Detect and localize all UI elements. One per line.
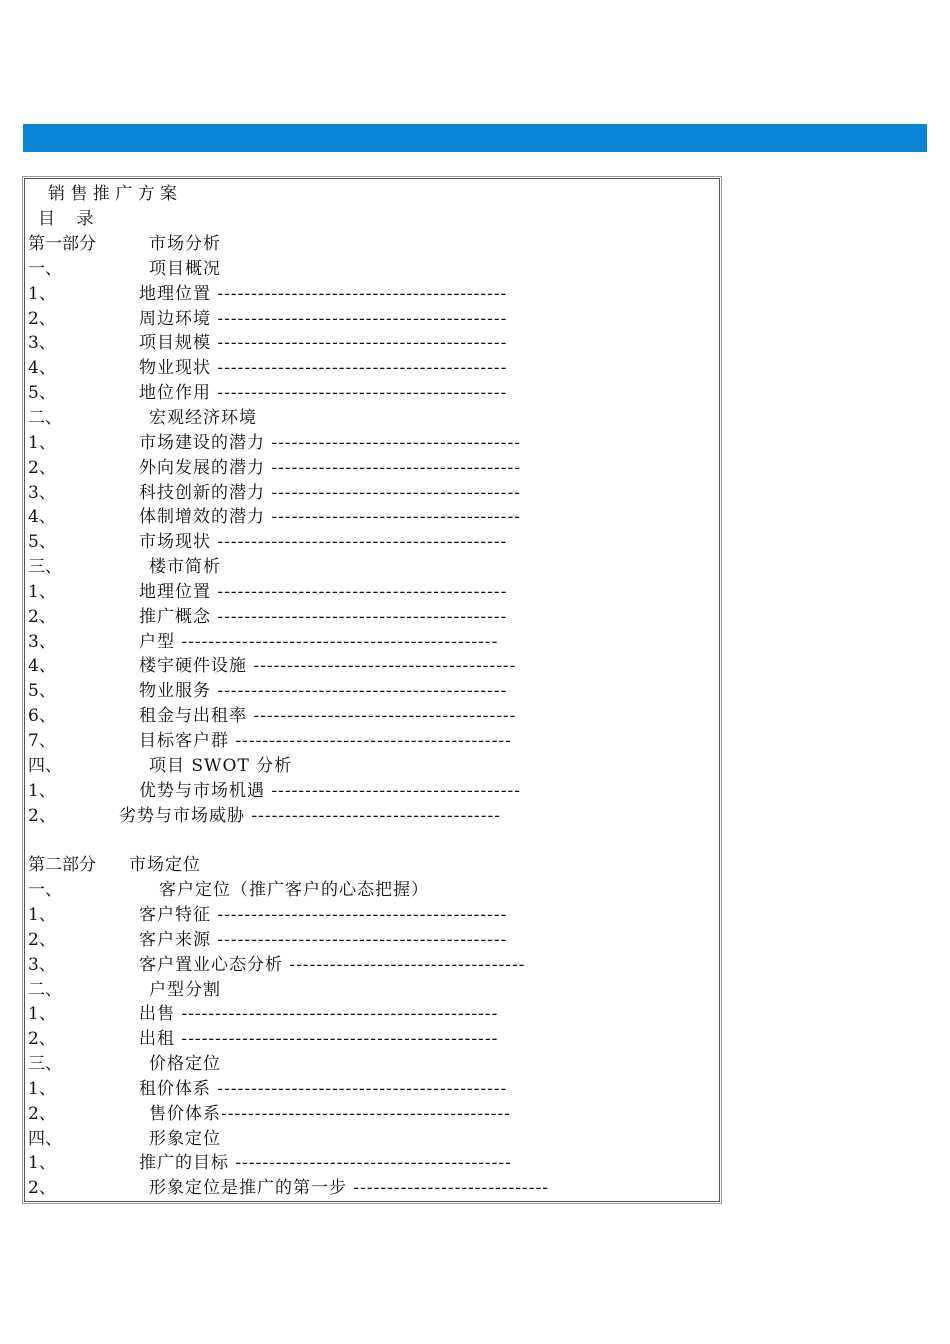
toc-entry-text: 市场定位 (129, 855, 201, 876)
toc-entry-text: 市场建设的潜力 (139, 432, 265, 453)
toc-entry-text: 科技创新的潜力 (139, 482, 265, 503)
toc-number: 第一部分 (28, 234, 96, 254)
toc-entry (139, 605, 507, 630)
toc-number: 2、 (28, 606, 56, 627)
toc-entry-text: 租价体系 (139, 1078, 211, 1099)
header-banner (23, 124, 927, 152)
toc-number: 3、 (28, 954, 56, 975)
toc-leader: ------------------------------------------- (211, 358, 508, 379)
toc-number: 三、 (28, 557, 62, 578)
toc-entry (149, 1052, 221, 1077)
toc-entry-text: 地理位置 (139, 283, 211, 304)
toc-number: 1、 (28, 581, 56, 602)
toc-entry (149, 978, 221, 1003)
toc-entry-text: 外向发展的潜力 (139, 457, 265, 478)
toc-entry (129, 853, 201, 878)
toc-entry-text: 价格定位 (149, 1054, 221, 1075)
toc-entry (139, 530, 507, 555)
toc-leader: ------------------------------------------- (211, 606, 508, 627)
toc-entry (139, 654, 516, 679)
toc-leader: ------------------------------------- (265, 507, 521, 528)
toc-entry-text: 租金与出租率 (139, 706, 247, 727)
toc-number: 1、 (28, 1078, 56, 1099)
toc-leader: --------------------------------------- (247, 706, 517, 727)
toc-leader: ------------------------------------------- (221, 1103, 511, 1124)
doc-title: 销 售 推 广 方 案 (48, 184, 178, 204)
toc-leader: ------------------------------------- (265, 482, 521, 503)
toc-entry-text: 客户特征 (139, 904, 211, 925)
toc-number: 3、 (28, 631, 56, 652)
toc-entry (149, 257, 221, 282)
toc-number: 1、 (28, 1153, 56, 1174)
toc-number: 二、 (28, 407, 62, 428)
toc-entry (139, 679, 507, 704)
toc-leader: ------------------------------------------- (211, 308, 508, 329)
toc-leader: ------------------------------------- (265, 780, 521, 801)
toc-number: 一、 (28, 258, 62, 279)
toc-entry-text: 目标客户群 (139, 731, 229, 751)
toc-entry (119, 804, 501, 829)
toc-number: 第二部分 (28, 855, 96, 876)
toc-number: 1、 (28, 780, 56, 801)
toc-entry-text: 优势与市场机遇 (139, 780, 265, 801)
toc-number: 四、 (28, 1128, 62, 1149)
toc-entry (149, 406, 257, 431)
toc-number: 2、 (28, 805, 56, 826)
toc-entry-text: 楼市简析 (149, 557, 221, 578)
toc-leader: ------------------------------------- (265, 432, 521, 453)
toc-number: 3、 (28, 482, 56, 503)
toc-entry (159, 878, 429, 903)
toc-entry-text: 市场现状 (139, 532, 211, 553)
toc-entry (149, 1102, 511, 1127)
toc-entry-text: 出租 (139, 1029, 175, 1050)
toc-leader: ------------------------------------------- (211, 532, 508, 553)
toc-entry-text: 推广的目标 (139, 1153, 229, 1174)
toc-entry-text: 周边环境 (139, 308, 211, 329)
toc-heading: 目 录 (38, 209, 94, 229)
toc-number: 四、 (28, 755, 62, 776)
toc-entry (149, 1176, 549, 1201)
toc-entry (139, 381, 507, 406)
toc-number: 二、 (28, 979, 62, 1000)
toc-leader: ------------------------------------- (245, 805, 501, 826)
toc-number: 2、 (28, 929, 56, 950)
toc-entry (139, 1027, 498, 1052)
toc-entry (139, 505, 521, 530)
toc-number: 1、 (28, 283, 56, 304)
toc-entry (139, 356, 507, 381)
toc-box (24, 178, 720, 1202)
toc-entry-text: 客户来源 (139, 929, 211, 950)
toc-entry (139, 282, 507, 307)
toc-leader: ----------------------------------- (283, 954, 526, 975)
toc-number: 5、 (28, 681, 56, 702)
toc-number: 5、 (28, 532, 56, 553)
toc-number: 4、 (28, 507, 56, 528)
toc-entry (149, 232, 221, 257)
toc-leader: ------------------------------------------- (211, 904, 508, 925)
toc-leader: ----------------------------- (347, 1178, 549, 1199)
toc-entry-text: 地理位置 (139, 581, 211, 602)
toc-leader: ----------------------------------------------- (175, 1029, 499, 1050)
toc-entry (139, 1002, 498, 1027)
toc-number: 2、 (28, 1178, 56, 1199)
toc-entry-text: 体制增效的潜力 (139, 507, 265, 528)
toc-leader: ------------------------------------------- (211, 929, 508, 950)
toc-entry (139, 456, 521, 481)
toc-entry-text: 物业现状 (139, 358, 211, 379)
toc-number: 6、 (28, 706, 56, 727)
toc-leader: ------------------------------------------- (211, 681, 508, 702)
toc-entry (139, 630, 498, 655)
toc-entry-text: 推广概念 (139, 606, 211, 627)
toc-leader: ----------------------------------------- (229, 1153, 512, 1174)
toc-entry (139, 903, 507, 928)
toc-number: 2、 (28, 1103, 56, 1124)
toc-entry-text: 楼宇硬件设施 (139, 656, 247, 677)
toc-entry (139, 481, 521, 506)
toc-number: 5、 (28, 383, 56, 404)
toc-leader: --------------------------------------- (247, 656, 517, 677)
toc-leader: ----------------------------------------------- (175, 631, 499, 652)
toc-leader: ----------------------------------------------- (175, 1004, 499, 1025)
toc-entry-text: 劣势与市场威胁 (119, 805, 245, 826)
toc-leader: ------------------------------------------- (211, 1078, 508, 1099)
toc-entry-text: 形象定位 (149, 1128, 221, 1149)
toc-number: 1、 (28, 1004, 56, 1025)
toc-number: 4、 (28, 358, 56, 379)
toc-entry (139, 953, 525, 978)
toc-number: 2、 (28, 308, 56, 329)
toc-leader: ------------------------------------- (265, 457, 521, 478)
toc-entry (139, 704, 516, 729)
toc-leader: ------------------------------------------- (211, 283, 508, 304)
toc-number: 7、 (28, 731, 56, 751)
toc-entry (139, 729, 512, 754)
toc-leader: ------------------------------------------- (211, 333, 508, 354)
toc-entry-text: 客户定位（推广客户的心态把握） (159, 880, 429, 901)
toc-leader: ------------------------------------------- (211, 383, 508, 404)
toc-entry (149, 555, 221, 580)
toc-entry-text: 项目 SWOT 分析 (149, 755, 293, 776)
toc-entry-text: 售价体系 (149, 1103, 221, 1124)
toc-entry-text: 出售 (139, 1004, 175, 1025)
toc-entry-text: 客户置业心态分析 (139, 954, 283, 975)
toc-entry-text: 形象定位是推广的第一步 (149, 1178, 347, 1199)
toc-entry-text: 物业服务 (139, 681, 211, 702)
toc-entry-text: 市场分析 (149, 234, 221, 254)
toc-entry (139, 1151, 512, 1176)
toc-number: 一、 (28, 880, 62, 901)
toc-entry-text: 地位作用 (139, 383, 211, 404)
toc-entry-text: 宏观经济环境 (149, 407, 257, 428)
toc-entry (139, 779, 521, 804)
toc-entry-text: 项目概况 (149, 258, 221, 279)
toc-entry (139, 307, 507, 332)
toc-number: 三、 (28, 1054, 62, 1075)
toc-leader: ----------------------------------------- (229, 731, 512, 751)
toc-number: 3、 (28, 333, 56, 354)
toc-entry-text: 项目规模 (139, 333, 211, 354)
toc-number: 1、 (28, 904, 56, 925)
toc-entry (149, 1127, 221, 1152)
toc-entry (149, 754, 292, 779)
toc-entry (139, 928, 507, 953)
toc-number: 1、 (28, 432, 56, 453)
toc-entry (139, 431, 521, 456)
toc-number: 4、 (28, 656, 56, 677)
toc-entry-text: 户型 (139, 631, 175, 652)
toc-number: 2、 (28, 457, 56, 478)
toc-entry-text: 户型分割 (149, 979, 221, 1000)
toc-entry (139, 1077, 507, 1102)
toc-entry (139, 580, 507, 605)
toc-entry (139, 331, 507, 356)
toc-leader: ------------------------------------------- (211, 581, 508, 602)
toc-number: 2、 (28, 1029, 56, 1050)
